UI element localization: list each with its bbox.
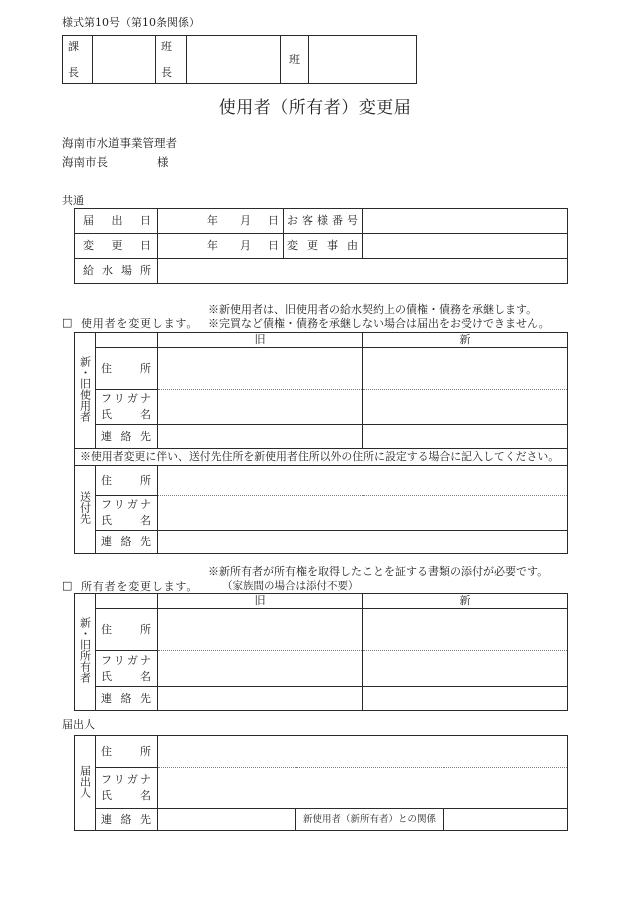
filing-date-units — [158, 209, 283, 233]
relationship-field[interactable] — [444, 809, 568, 831]
owner-change-table — [74, 593, 568, 711]
change-reason-label-cell — [284, 234, 363, 259]
change-date-field[interactable] — [158, 234, 284, 259]
mailing-contact-label-cell — [96, 531, 158, 554]
common-info-table — [74, 208, 568, 284]
owner-furigana-label: フリガナ — [101, 653, 151, 667]
common-heading: 共通 — [62, 194, 84, 207]
section-chief-label-stack — [63, 37, 92, 83]
applicant-side-label: 届出人 — [78, 764, 92, 798]
new-user-address-field[interactable] — [363, 348, 568, 390]
user-contact-label-cell — [96, 425, 158, 449]
filing-date-row — [75, 209, 568, 234]
applicant-side-label-cell — [75, 736, 96, 831]
customer-number-field[interactable] — [363, 209, 568, 234]
mailing-furigana-label: フリガナ — [101, 498, 151, 511]
applicant-name-label: 氏名 — [101, 789, 151, 802]
new-owner-contact-field[interactable] — [363, 687, 568, 711]
addressee-line2: 海南市長 — [62, 155, 108, 169]
user-furigana-label: フリガナ — [101, 392, 151, 405]
owner-old-header — [158, 594, 363, 609]
user-contact-row — [75, 425, 568, 449]
user-address-label: 住所 — [101, 361, 151, 375]
user-address-label-cell — [96, 348, 158, 390]
applicant-heading: 届出人 — [62, 718, 95, 731]
mailing-side-label: 送付先 — [78, 491, 92, 525]
applicant-contact-row — [75, 809, 568, 831]
group-chief-stamp-box — [187, 36, 281, 84]
mailing-note: ※使用者変更に伴い、送付先住所を新使用者住所以外の住所に設定する場合に記入してください。 — [80, 450, 560, 464]
old-owner-name-field[interactable] — [158, 651, 363, 687]
user-name-label: 氏名 — [101, 408, 151, 421]
change-date-label: 変更日 — [83, 239, 151, 253]
applicant-contact-label-cell — [96, 809, 158, 831]
owner-old-header-label: 旧 — [254, 594, 266, 608]
applicant-name-label-cell — [96, 768, 158, 809]
filing-date-label-cell — [75, 209, 158, 234]
group-label-cell — [281, 36, 309, 84]
owner-name-label-stack — [96, 653, 157, 685]
new-user-contact-field[interactable] — [363, 425, 568, 449]
user-name-row — [75, 390, 568, 425]
user-address-row — [75, 348, 568, 390]
filing-date-label: 届出日 — [83, 214, 151, 228]
change-date-label-cell — [75, 234, 158, 259]
mailing-address-field[interactable] — [158, 466, 568, 496]
change-month-unit: 月 — [240, 239, 251, 252]
group-chief-label-top: 班 — [161, 39, 172, 53]
new-owner-address-field[interactable] — [363, 609, 568, 651]
applicant-name-field[interactable] — [158, 768, 568, 809]
owner-change-checkbox[interactable]: □ — [62, 579, 73, 592]
change-date-row — [75, 234, 568, 259]
group-stamp-box — [309, 36, 417, 84]
owner-address-label: 住所 — [101, 622, 151, 636]
customer-number-label-cell — [284, 209, 363, 234]
owner-change-option-label: 所有者を変更します。 — [81, 580, 199, 593]
owner-change-notice: ※新所有者が所有権を取得したことを証する書類の添付が必要です。 — [208, 565, 549, 578]
applicant-furigana-label: フリガナ — [101, 773, 151, 786]
mailing-note-cell — [75, 449, 568, 466]
approval-box — [62, 35, 417, 84]
old-user-name-field[interactable] — [158, 390, 363, 425]
section-chief-label-bottom: 長 — [68, 66, 79, 80]
mailing-name-label-stack — [96, 497, 157, 529]
user-side-label: 新・旧使用者 — [78, 355, 92, 422]
filing-day-unit: 日 — [268, 214, 279, 227]
applicant-name-label-stack — [96, 772, 157, 804]
mailing-side-label-cell — [75, 466, 96, 554]
user-change-checkbox[interactable]: □ — [62, 316, 73, 329]
user-side-label-cell — [75, 333, 96, 449]
section-chief-label-cell — [63, 36, 93, 84]
change-day-unit: 日 — [268, 239, 279, 252]
mailing-name-label-cell — [96, 496, 158, 531]
user-contact-label: 連絡先 — [101, 429, 151, 443]
user-new-header-label: 新 — [459, 333, 471, 347]
user-name-label-stack — [96, 391, 157, 423]
old-user-contact-field[interactable] — [158, 425, 363, 449]
change-date-units — [158, 234, 283, 258]
owner-side-label: 新・旧所有者 — [78, 617, 92, 684]
section-chief-stamp-box — [93, 36, 156, 84]
old-owner-address-field[interactable] — [158, 609, 363, 651]
applicant-address-row — [75, 736, 568, 768]
owner-new-header — [363, 594, 568, 609]
form-number: 様式第10号（第10条関係） — [62, 16, 200, 29]
mailing-address-label-cell — [96, 466, 158, 496]
user-header-row — [75, 333, 568, 348]
addressee-honorific: 様 — [157, 155, 169, 169]
supply-location-label: 給水場所 — [83, 264, 151, 278]
user-name-label-cell — [96, 390, 158, 425]
supply-location-label-cell — [75, 259, 158, 284]
old-owner-contact-field[interactable] — [158, 687, 363, 711]
mailing-note-row — [75, 449, 568, 466]
owner-new-header-label: 新 — [459, 594, 471, 608]
new-owner-name-field[interactable] — [363, 651, 568, 687]
supply-location-row — [75, 259, 568, 284]
supply-location-field[interactable] — [158, 259, 568, 284]
mailing-name-row — [75, 496, 568, 531]
owner-name-label-cell — [96, 651, 158, 687]
user-header-blank — [96, 333, 158, 348]
change-reason-field[interactable] — [363, 234, 568, 259]
group-chief-label-bottom: 長 — [161, 66, 172, 80]
owner-name-label: 氏名 — [101, 669, 151, 683]
applicant-table — [74, 735, 568, 831]
owner-address-row — [75, 609, 568, 651]
user-change-table — [74, 332, 568, 554]
group-chief-label-stack — [156, 37, 186, 83]
user-old-header-label: 旧 — [254, 333, 266, 347]
applicant-address-field[interactable] — [158, 736, 568, 768]
form-title: 使用者（所有者）変更届 — [218, 98, 412, 118]
mailing-contact-label: 連絡先 — [101, 535, 151, 549]
relationship-label: 新使用者（新所有者）との関係 — [302, 813, 436, 825]
mailing-address-row — [75, 466, 568, 496]
mailing-contact-field[interactable] — [158, 531, 568, 554]
owner-name-row — [75, 651, 568, 687]
change-reason-label: 変更事由 — [287, 239, 358, 253]
old-user-address-field[interactable] — [158, 348, 363, 390]
relationship-label-cell — [296, 809, 444, 831]
user-change-option-label: 使用者を変更します。 — [81, 317, 199, 330]
user-new-header — [363, 333, 568, 348]
addressee-line1: 海南市水道事業管理者 — [62, 136, 177, 150]
group-chief-label-cell — [156, 36, 187, 84]
applicant-address-label-cell — [96, 736, 158, 768]
owner-contact-label: 連絡先 — [101, 691, 151, 705]
mailing-address-label: 住所 — [101, 473, 151, 487]
approval-row — [63, 36, 417, 84]
owner-header-blank — [96, 594, 158, 609]
change-year-unit: 年 — [207, 239, 218, 252]
mailing-contact-row — [75, 531, 568, 554]
applicant-name-row — [75, 768, 568, 809]
owner-change-note: （家族間の場合は添付不要） — [222, 580, 359, 592]
applicant-contact-field[interactable] — [158, 809, 296, 831]
owner-address-label-cell — [96, 609, 158, 651]
group-label: 班 — [289, 52, 300, 66]
user-old-header — [158, 333, 363, 348]
owner-side-label-cell — [75, 594, 96, 711]
applicant-contact-label: 連絡先 — [101, 812, 151, 826]
owner-contact-row — [75, 687, 568, 711]
filing-date-field[interactable] — [158, 209, 284, 234]
user-change-notice: ※新使用者は、旧使用者の給水契約上の債権・債務を承継します。 — [208, 303, 538, 316]
mailing-name-label: 氏名 — [101, 514, 151, 527]
owner-contact-label-cell — [96, 687, 158, 711]
filing-year-unit: 年 — [207, 214, 218, 227]
user-change-caution: ※完買など債権・債務を承継しない場合は届出をお受けできません。 — [208, 317, 550, 330]
customer-number-label: お客様番号 — [287, 214, 358, 228]
mailing-name-field[interactable] — [158, 496, 568, 531]
section-chief-label-top: 課 — [68, 39, 79, 53]
new-user-name-field[interactable] — [363, 390, 568, 425]
applicant-address-label: 住所 — [101, 744, 151, 758]
owner-header-row — [75, 594, 568, 609]
filing-month-unit: 月 — [240, 214, 251, 227]
